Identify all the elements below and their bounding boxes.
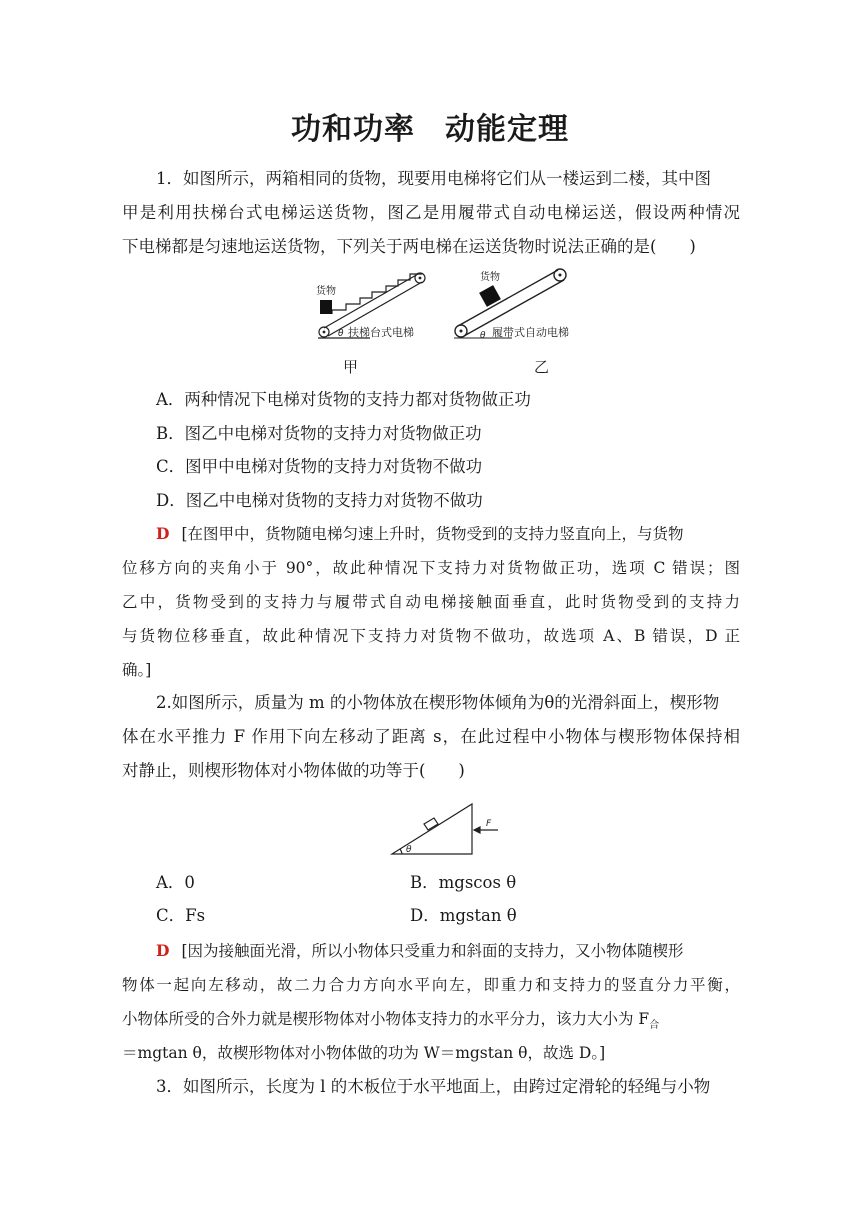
q2-explanation-line4: ＝mgtan θ，故楔形物体对小物体做的功为 W＝mgstan θ，故选 D。]	[122, 1044, 606, 1062]
q1-answer: D	[156, 524, 170, 543]
q2-option-a: A．0	[156, 873, 195, 892]
q1-fig-b-theta: θ	[480, 331, 486, 341]
q2-explanation-line1	[122, 934, 774, 968]
q1-figure-escalator	[310, 266, 430, 346]
q1-stem-line3: 下电梯都是匀速地运送货物，下列关于两电梯在运送货物时说法正确的是( )	[122, 237, 696, 256]
q2-fig-theta-label: θ	[406, 845, 412, 855]
q2-option-c: C．Fs	[156, 906, 206, 925]
q1-exp1: [在图甲中，货物随电梯匀速上升时，货物受到的支持力竖直向上，与货物	[181, 525, 684, 543]
q1-figure-belt	[452, 266, 582, 346]
q2-figure-wedge	[388, 798, 512, 858]
q1-explanation-line2: 位移方向的夹角小于 90°，故此种情况下支持力对货物做正功，选项 C 错误；图	[122, 559, 740, 577]
q2-stem-line3: 对静止，则楔形物体对小物体做的功等于( )	[122, 761, 465, 780]
q2-fig-force-label: F	[486, 819, 492, 829]
page-title	[0, 104, 860, 148]
q1-fig-b-label: 履带式自动电梯	[492, 326, 569, 339]
q1-stem-line2: 甲是利用扶梯台式电梯运送货物，图乙是用履带式自动电梯运送，假设两种情况	[122, 203, 740, 222]
q2-exp3-subscript: 合	[649, 1020, 660, 1031]
title-part1: 功和功率	[291, 112, 415, 147]
q1-cargo-box-a	[320, 300, 332, 314]
q1-fig-a-label: 扶梯台式电梯	[348, 326, 414, 339]
q1-fig-b-cargo-label: 货物	[480, 272, 500, 283]
q2-stem-line2: 体在水平推力 F 作用下向左移动了距离 s，在此过程中小物体与楔形物体保持相	[122, 727, 740, 746]
q2-stem-line1: 2.如图所示，质量为 m 的小物体放在楔形物体倾角为θ的光滑斜面上，楔形物	[156, 693, 720, 712]
q1-explanation-line4: 与货物位移垂直，故此种情况下支持力对货物不做功，故选项 A、B 错误，D 正	[122, 627, 740, 645]
q1-option-c: C．图甲中电梯对货物的支持力对货物不做功	[156, 457, 483, 476]
q3-stem-line1: 3．如图所示，长度为 l 的木板位于水平地面上，由跨过定滑轮的轻绳与小物	[156, 1077, 711, 1096]
q1-stem-line1: 1．如图所示，两箱相同的货物，现要用电梯将它们从一楼运到二楼，其中图	[156, 169, 711, 188]
q1-caption-a: 甲	[343, 358, 359, 376]
q2-exp1: [因为接触面光滑，所以小物体只受重力和斜面的支持力，又小物体随楔形	[181, 942, 684, 960]
q1-explanation-line5: 确。]	[122, 661, 152, 679]
q1-option-a: A．两种情况下电梯对货物的支持力都对货物做正功	[156, 390, 531, 409]
q1-option-d: D．图乙中电梯对货物的支持力对货物不做功	[156, 491, 483, 510]
q2-option-d: D．mgstan θ	[410, 906, 517, 925]
q1-option-b: B．图乙中电梯对货物的支持力对货物做正功	[156, 424, 482, 443]
q1-fig-a-theta: θ	[338, 329, 344, 339]
q2-option-b: B．mgscos θ	[410, 873, 517, 892]
q2-explanation-line2: 物体一起向左移动，故二力合力方向水平向左，即重力和支持力的竖直分力平衡，	[122, 976, 740, 994]
q1-fig-a-cargo-label: 货物	[316, 286, 336, 297]
q2-exp3: 小物体所受的合外力就是楔形物体对小物体支持力的水平分力，该力大小为 F	[122, 1010, 650, 1028]
q2-answer: D	[156, 941, 170, 960]
q1-explanation-line3: 乙中，货物受到的支持力与履带式自动电梯接触面垂直，此时货物受到的支持力	[122, 593, 740, 611]
q1-explanation-line1	[122, 517, 774, 551]
q1-caption-b: 乙	[534, 358, 550, 376]
title-part2: 动能定理	[445, 112, 569, 147]
q2-explanation-line3	[122, 1002, 740, 1036]
